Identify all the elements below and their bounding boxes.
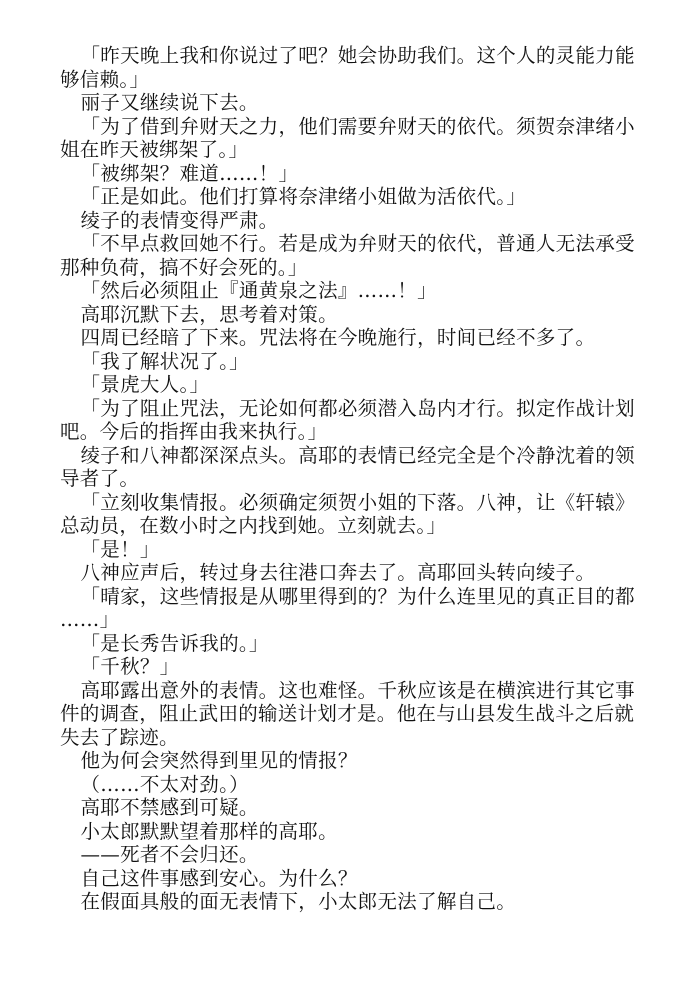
paragraph: 「被绑架？难道……！」: [80, 161, 299, 185]
paragraph: 「为了阻止咒法，无论如何都必须潜入岛内才行。拟定作战计划吧。今后的指挥由我来执行。」: [60, 396, 635, 443]
paragraph: 「是长秀告诉我的。」: [80, 631, 269, 655]
paragraph: 高耶露出意外的表情。这也难怪。千秋应该是在横滨进行其它事件的调查，阻止武田的输送计划才是。他在与山县发生战斗之后就失去了踪迹。: [60, 678, 635, 749]
paragraph: 「景虎大人。」: [80, 373, 210, 396]
paragraph: 「不早点救回她不行。若是成为弁财天的依代，普通人无法承受那种负荷，搞不好会死的。」: [60, 232, 635, 279]
paragraph: 高耶不禁感到可疑。: [80, 796, 259, 819]
paragraph: （……不太对劲。）: [80, 772, 249, 796]
paragraph: ——死者不会归还。: [80, 843, 259, 866]
paragraph: 自己这件事感到安心。为什么？: [80, 866, 358, 890]
paragraph: 丽子又继续说下去。: [80, 91, 259, 114]
paragraph: 绫子和八神都深深点头。高耶的表情已经完全是个冷静沈着的领导者了。: [60, 443, 635, 490]
paragraph: 「晴家，这些情报是从哪里得到的？为什么连里见的真正目的都……」: [60, 584, 635, 631]
paragraph: 绫子的表情变得严肃。: [80, 208, 279, 232]
paragraph: 「为了借到弁财天之力，他们需要弁财天的依代。须贺奈津绪小姐在昨天被绑架了。」: [60, 114, 635, 161]
paragraph: 「昨天晚上我和你说过了吧？她会协助我们。这个人的灵能力能够信赖。」: [60, 44, 635, 91]
paragraph: 四周已经暗了下来。咒法将在今晚施行，时间已经不多了。: [80, 326, 596, 349]
paragraph: 「我了解状况了。」: [80, 349, 249, 373]
paragraph: 「立刻收集情报。必须确定须贺小姐的下落。八神，让《轩辕》总动员，在数小时之内找到她。立刻就去。」: [60, 490, 635, 537]
paragraph: 「千秋？」: [80, 655, 180, 678]
body-text: [60, 44, 640, 914]
paragraph: 小太郎默默望着那样的高耶。: [80, 819, 338, 843]
paragraph: 八神应声后，转过身去往港口奔去了。高耶回头转向绫子。: [80, 561, 596, 584]
paragraph: 高耶沉默下去，思考着对策。: [80, 302, 338, 326]
paragraph: 「然后必须阻止『通黄泉之法』……！」: [80, 279, 437, 302]
paragraph: 「是！」: [80, 537, 160, 561]
paragraph: 在假面具般的面无表情下，小太郎无法了解自己。: [80, 890, 517, 913]
paragraph: 「正是如此。他们打算将奈津绪小姐做为活依代。」: [80, 185, 527, 208]
paragraph: 他为何会突然得到里见的情报？: [80, 749, 358, 772]
